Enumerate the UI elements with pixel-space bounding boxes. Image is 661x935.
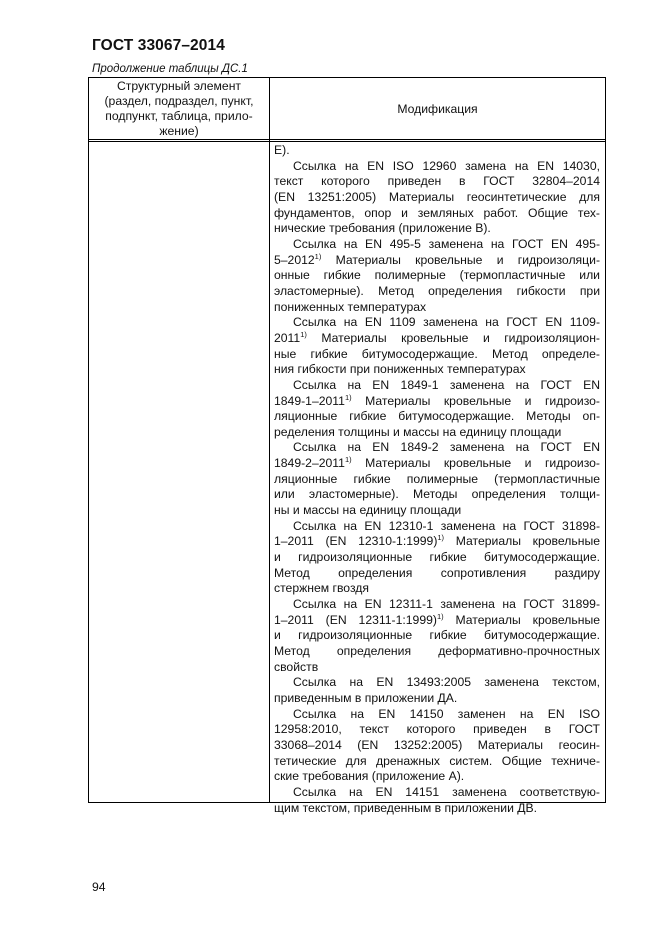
standard-number: 1–2011 (EN 12311-1:1999) [274, 612, 437, 627]
column-header-structural-element [89, 78, 269, 139]
text-line [274, 394, 600, 410]
text-line: текст которого приведен в ГОСТ 32804–2014 [274, 174, 600, 189]
text-line: 33068–2014 (EN 13252:2005) Материалы геосин- [274, 737, 600, 752]
column-header-line: жение) [159, 123, 199, 138]
text-line: или эластомерные). Методы определения толщи- [274, 487, 600, 502]
text-line: Ссылка на EN ISO 12960 замена на EN 14030, [293, 158, 600, 173]
text-fragment: Материалы кровельные [443, 612, 600, 627]
text-fragment: Материалы кровельные и гидроизоляци- [321, 252, 600, 267]
footnote-mark: 1) [300, 329, 307, 339]
text-line: Ссылка на EN 13493:2005 заменена текстом, [293, 675, 600, 690]
text-line: щим текстом, приведенным в приложении ДВ. [274, 800, 538, 815]
text-line: стержнем гвоздя [274, 581, 369, 596]
modification-cell [274, 143, 600, 816]
standard-number: 1849-1–2011 [274, 393, 345, 408]
text-line [274, 331, 600, 347]
text-fragment: Материалы кровельные и гидроизо- [351, 393, 600, 408]
standard-number: 2011 [274, 330, 301, 345]
text-line [274, 253, 600, 269]
text-line: и гидроизоляционные гибкие битумосодержащие. [274, 550, 600, 565]
page-number: 94 [92, 880, 106, 894]
text-fragment: Материалы кровельные и гидроизоляцион- [306, 330, 600, 345]
text-line [274, 456, 600, 472]
text-line: ния гибкости при пониженных температурах [274, 362, 526, 377]
text-line: Ссылка на EN 495-5 заменена на ГОСТ EN 495- [293, 236, 600, 251]
text-line: тетические для дренажных систем. Общие техниче- [274, 753, 600, 768]
standard-number: 1–2011 (EN 12310-1:1999) [274, 534, 438, 549]
text-line: ляционные гибкие полимерные (термопластичные [274, 471, 600, 486]
text-line: Ссылка на EN 1849-2 заменена на ГОСТ EN [293, 440, 600, 455]
text-line: ляционные гибкие битумосодержащие. Методы оп- [274, 409, 600, 424]
document-title: ГОСТ 33067–2014 [92, 37, 225, 54]
table-caption: Продолжение таблицы ДС.1 [92, 63, 248, 75]
text-line: Ссылка на EN 14150 заменен на EN ISO [293, 706, 600, 721]
footnote-mark: 1) [437, 533, 445, 543]
text-line [274, 534, 600, 550]
text-line: пониженных температурах [274, 299, 427, 314]
text-line: ределения толщины и массы на единицу площади [274, 424, 562, 439]
footnote-mark: 1) [344, 455, 352, 465]
text-line: (EN 13251:2005) Материалы геосинтетические для [274, 189, 600, 204]
modification-table [88, 77, 606, 815]
standard-number: 1849-2–2011 [274, 456, 345, 471]
footnote-mark: 1) [344, 392, 352, 402]
column-divider [269, 78, 270, 802]
text-line: Ссылка на EN 1109 заменена на ГОСТ EN 1109- [293, 315, 600, 330]
text-line: Метод определения сопротивления раздиру [274, 565, 600, 580]
text-line: Ссылка на EN 14151 заменена соответствую- [293, 784, 600, 799]
text-line: фундаментов, опор и земляных работ. Общие тех- [274, 205, 600, 220]
text-line: Е). [274, 143, 290, 157]
text-line: нические требования (приложение В). [274, 221, 491, 236]
text-line: свойств [274, 659, 319, 674]
column-header-modification: Модификация [397, 101, 478, 116]
text-line: 12958:2010, текст которого приведен в ГОСТ [274, 722, 600, 737]
text-fragment: Материалы кровельные [444, 534, 600, 549]
standard-number: 5–2012 [274, 252, 315, 267]
column-header-line: (раздел, подраздел, пункт, [104, 93, 254, 108]
text-line: Метод определения деформативно-прочностных [274, 644, 600, 658]
footnote-mark: 1) [436, 611, 444, 621]
header-divider [89, 139, 605, 142]
text-line: Ссылка на EN 1849-1 заменена на ГОСТ EN [293, 377, 600, 392]
text-line: эластомерные). Метод определения гибкости при [274, 283, 600, 298]
text-line [274, 613, 600, 629]
text-fragment: Материалы кровельные и гидроизо- [351, 456, 600, 471]
text-line: онные гибкие полимерные (термопластичные или [274, 268, 600, 283]
footnote-mark: 1) [314, 251, 322, 261]
text-line: ные гибкие битумосодержащие. Метод определе- [274, 346, 600, 361]
text-line: ны и массы на единицу площади [274, 503, 462, 518]
text-line: ские требования (приложение А). [274, 769, 465, 784]
column-header-line: подпункт, таблица, прило- [105, 108, 253, 123]
column-header-line: Структурный элемент [116, 78, 242, 93]
text-line: приведенным в приложении ДА. [274, 690, 458, 705]
text-line: Ссылка на EN 12310-1 заменена на ГОСТ 31898- [293, 518, 600, 533]
text-line: Ссылка на EN 12311-1 заменена на ГОСТ 31899- [293, 597, 600, 612]
text-line: и гидроизоляционные гибкие битумосодержащие. [274, 628, 600, 643]
